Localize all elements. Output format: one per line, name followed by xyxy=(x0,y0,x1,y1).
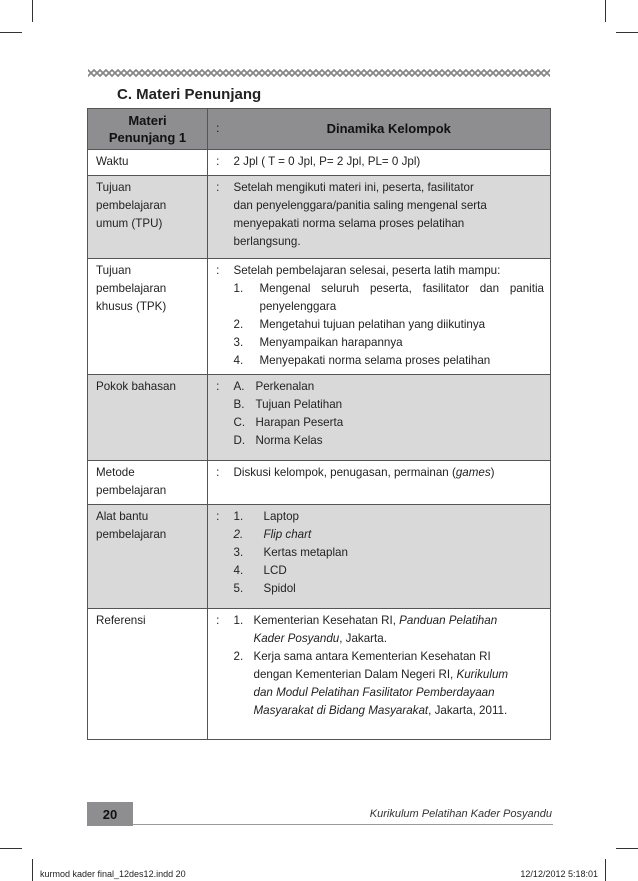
colon: : xyxy=(208,375,228,461)
print-slug-filename: kurmod kader final_12des12.indd 20 xyxy=(40,869,186,879)
crop-mark xyxy=(0,848,22,849)
list-item: B. Tujuan Pelatihan xyxy=(233,398,343,411)
crop-mark xyxy=(32,0,33,22)
colon: : xyxy=(208,259,228,375)
section-title: C. Materi Penunjang xyxy=(117,86,262,103)
table-row-metode xyxy=(88,461,551,505)
materi-table xyxy=(87,108,551,740)
row-value: Setelah pembelajaran selesai, peserta latih mampu: 1. Mengenal seluruh peserta, fasilitator dan panitia penyelenggara 2. Mengetahui tujuan pelatihan yang diikutinya 3. Menyampaikan harapannya 4. Menyepakati norma selama proses pelatihan xyxy=(228,259,551,375)
print-slug-timestamp: 12/12/2012 5:18:01 xyxy=(520,869,598,879)
colon: : xyxy=(208,505,228,609)
table-header-row xyxy=(88,109,551,150)
reference-item: 2. Kerja sama antara Kementerian Kesehatan RI dengan Kementerian Dalam Negeri RI, Kurikulum dan Modul Pelatihan Fasilitator Pemberdayaan Masyarakat di Bidang Masyarakat, Jakarta, 2011. xyxy=(233,650,509,717)
crop-mark xyxy=(605,0,606,22)
row-value xyxy=(228,505,551,609)
row-label: Tujuan pembelajaran khusus (TPK) xyxy=(88,259,208,375)
colon: : xyxy=(208,461,228,505)
list-item: 3. Kertas metaplan xyxy=(233,546,348,559)
table-row-waktu xyxy=(88,150,551,176)
list-item: D. Norma Kelas xyxy=(233,434,323,447)
colon: : xyxy=(208,109,228,150)
page-number-badge: 20 xyxy=(87,802,133,826)
row-value: Setelah mengikuti materi ini, peserta, fasilitator dan penyelenggara/panitia saling mengenal serta menyepakati norma selama proses pelatihan berlangsung. xyxy=(228,176,551,259)
table-row-tpu xyxy=(88,176,551,259)
list-item: 2. Flip chart xyxy=(233,528,312,541)
table-row-tpk xyxy=(88,259,551,375)
list-item: 4. LCD xyxy=(233,564,287,577)
colon: : xyxy=(208,176,228,259)
crop-mark xyxy=(0,32,22,33)
reference-item: 1. Kementerian Kesehatan RI, Panduan Pelatihan Kader Posyandu, Jakarta. xyxy=(233,614,498,645)
colon: : xyxy=(208,150,228,176)
row-label: Waktu xyxy=(88,150,208,176)
row-value: 2 Jpl ( T = 0 Jpl, P= 2 Jpl, PL= 0 Jpl) xyxy=(228,150,551,176)
row-label: Referensi xyxy=(88,609,208,740)
list-item: 2. Mengetahui tujuan pelatihan yang diikutinya xyxy=(233,318,486,331)
list-item: 5. Spidol xyxy=(233,582,296,595)
table-row-pokok-bahasan xyxy=(88,375,551,461)
running-title: Kurikulum Pelatihan Kader Posyandu xyxy=(369,808,552,820)
crop-mark xyxy=(616,32,638,33)
row-label: Alat bantu pembelajaran xyxy=(88,505,208,609)
row-value xyxy=(228,375,551,461)
footer-rule xyxy=(133,824,553,825)
header-label: Materi Penunjang 1 xyxy=(88,109,208,150)
list-item: 3. Menyampaikan harapannya xyxy=(233,336,403,349)
crop-mark xyxy=(605,859,606,881)
table-row-alat-bantu xyxy=(88,505,551,609)
row-label: Metode pembelajaran xyxy=(88,461,208,505)
decorative-diamond-rule xyxy=(88,69,550,77)
list-item: C. Harapan Peserta xyxy=(233,416,344,429)
row-value: Diskusi kelompok, penugasan, permainan (games) xyxy=(228,461,551,505)
row-label: Tujuan pembelajaran umum (TPU) xyxy=(88,176,208,259)
table-row-referensi xyxy=(88,609,551,740)
row-value xyxy=(228,609,551,740)
list-item: 1. Mengenal seluruh peserta, fasilitator dan panitia penyelenggara xyxy=(233,282,544,313)
colon: : xyxy=(208,609,228,740)
crop-mark xyxy=(616,848,638,849)
list-item: 1. Laptop xyxy=(233,510,299,523)
list-item: 4. Menyepakati norma selama proses pelatihan xyxy=(233,354,491,367)
row-label: Pokok bahasan xyxy=(88,375,208,461)
crop-mark xyxy=(32,859,33,881)
list-item: A. Perkenalan xyxy=(233,380,315,393)
header-value: Dinamika Kelompok xyxy=(228,109,551,150)
